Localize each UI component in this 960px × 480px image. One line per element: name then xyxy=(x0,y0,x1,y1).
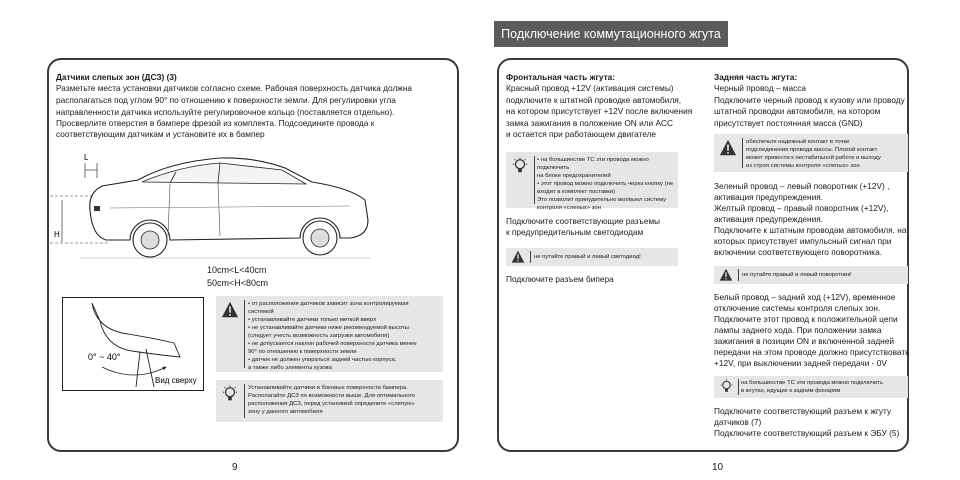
reverse-line: Подключите этот провод к положительной цепи xyxy=(714,314,898,324)
turn-line: которых присутствует импульсный сигнал при xyxy=(714,236,892,246)
reverse-line: лампы заднего хода. При положении замка xyxy=(714,325,882,335)
ground-line: Черный провод – масса xyxy=(714,83,807,93)
lightbulb-icon xyxy=(511,157,529,175)
tip-line: контроля «слепых» зон xyxy=(537,205,601,211)
tip-line: Располагайте ДСЗ по возможности выше. Для оптимального xyxy=(248,393,415,399)
front-line: подключите к штатной проводке автомобиля, xyxy=(506,95,682,105)
angle-label: 0° ~ 40° xyxy=(88,352,121,362)
buzzer-text: Подключите разъем бипера xyxy=(506,274,614,284)
led-warning-note xyxy=(506,248,678,266)
tip-line: на большинстве ТС эти провода можно подключить xyxy=(741,380,884,386)
led-warning-text: не путайте правый и левый светодиод! xyxy=(534,254,641,260)
ground-warning-line: обеспечьте надежный контакт в точке xyxy=(746,139,850,145)
left-heading: Датчики слепых зон (ДСЗ) (3) xyxy=(56,72,177,82)
front-line: замка зажигания в положение ON или ACC xyxy=(506,118,674,128)
intro-line: Разметьте места установки датчиков согласно схеме. Рабочая поверхность датчика должна xyxy=(56,83,413,93)
tip-line: расположения ДСЗ, перед установкой определите «слепую» xyxy=(248,401,415,407)
intro-line: Просверлите отверстия в бампере фрезой из комплекта. Подсоедините провода к xyxy=(56,118,375,128)
tip-line: Это позволит принудительно вкл/выкл систему xyxy=(537,197,667,203)
reverse-line: Белый провод – задний ход (+12V), временное xyxy=(714,292,896,302)
front-tip-note xyxy=(506,152,678,211)
warning-item: • устанавливайте датчики только меткой вверх xyxy=(248,317,377,323)
reverse-line: зажигания в позиции ON и включенной задней xyxy=(714,336,895,346)
warning-item: • не устанавливайте датчики ниже рекомендуемой высоты xyxy=(248,325,409,331)
warning-icon xyxy=(221,301,239,319)
intro-line: соответствующим датчикам и установите их в бампер xyxy=(56,129,265,139)
range-h: 50cm<H<80cm xyxy=(207,278,269,288)
section-header: Подключение коммутационного жгута xyxy=(494,21,728,47)
warning-item: 90° по отношению к поверхности земли xyxy=(248,349,357,355)
ground-line: Подключите черный провод к кузову или проводу xyxy=(714,95,905,105)
ground-line: присутствует постоянная масса (GND) xyxy=(714,118,863,128)
warning-icon xyxy=(719,139,737,157)
tip-line: Устанавливайте датчики в боковые поверхности бампера. xyxy=(248,385,408,391)
warning-item: • датчик не должен упираться задней частью корпуса, xyxy=(248,357,397,363)
warning-icon xyxy=(511,250,525,264)
warning-icon xyxy=(719,268,733,282)
front-line: на котором присутствует +12V после включения xyxy=(506,106,693,116)
rear-heading: Задняя часть жгута: xyxy=(714,72,798,82)
turn-warning-note xyxy=(714,266,908,284)
tip-line: • на большинстве ТС эти провода можно подключить xyxy=(537,157,649,171)
ground-warning-note xyxy=(714,134,908,172)
note-divider xyxy=(244,300,245,368)
page-number-right: 10 xyxy=(712,462,724,473)
car-side-diagram xyxy=(50,148,380,273)
intro-line: направленности датчика используйте регулировочное кольцо (поставляется отдельно). xyxy=(56,107,395,117)
label-h: H xyxy=(54,230,60,239)
note-divider xyxy=(530,251,531,263)
front-line: Красный провод +12V (активация системы) xyxy=(506,83,674,93)
turn-line: Подключите к штатным проводам автомобиля, на xyxy=(714,225,907,235)
ground-warning-line: из строя системы контроля «слепых» зон xyxy=(746,163,860,169)
turn-line: активация предупреждения. xyxy=(714,192,824,202)
warning-item: • не допускается наклон рабочей поверхности датчика менее xyxy=(248,341,417,347)
final-line: Подключите соответствующий разъем к ЭБУ (5) xyxy=(714,428,900,438)
connect-led-line: Подключите соответствующие разъемы xyxy=(506,216,661,226)
page-number-left: 9 xyxy=(232,462,238,473)
note-divider xyxy=(738,269,739,281)
reverse-line: отключение системы контроля слепых зон. xyxy=(714,303,881,313)
warning-item: • от расположения датчиков зависит зона контролируемая xyxy=(248,301,409,307)
final-line: Подключите соответствующий разъем к жгуту xyxy=(714,406,892,416)
turn-line: активация предупреждения. xyxy=(714,214,824,224)
tip-line: входит в комплект поставки) xyxy=(537,189,616,195)
sensor-tip-note xyxy=(216,380,443,422)
connect-led-line: к предупредительным светодиодам xyxy=(506,227,644,237)
tip-line: в жгутах, идущих к задним фонарям xyxy=(741,388,841,394)
sensor-warning-note xyxy=(216,296,443,372)
note-divider xyxy=(244,384,245,418)
ground-line: штатной проводки автомобиля, на котором xyxy=(714,106,881,116)
top-view-diagram xyxy=(62,297,204,391)
warning-item: системой xyxy=(248,309,274,315)
reverse-tip-note xyxy=(714,376,908,398)
ground-warning-line: может привести к нестабильной работе и выходу xyxy=(746,155,881,161)
tip-line: на блоке предохранителей xyxy=(537,173,611,179)
note-divider xyxy=(742,138,743,168)
warning-item: (следует учесть возможность загрузки автомобиля) xyxy=(248,333,390,339)
top-view-label: Вид сверху xyxy=(155,376,197,385)
reverse-line: +12V, при выключении задней передачи - 0V xyxy=(714,358,887,368)
front-line: и остается при работающем двигателе xyxy=(506,129,657,139)
turn-line: Желтый провод – правый поворотник (+12V), xyxy=(714,203,889,213)
lightbulb-icon xyxy=(221,385,239,403)
lightbulb-icon xyxy=(719,379,734,394)
ground-warning-line: подсоединения провода массы. Плохой контакт xyxy=(746,147,878,153)
label-l: L xyxy=(84,153,89,162)
front-heading: Фронтальная часть жгута: xyxy=(506,72,616,82)
tip-line: зону у данного автомобиля xyxy=(248,409,323,415)
final-line: датчиков (7) xyxy=(714,417,762,427)
reverse-line: передачи на этом проводе должно присутствовать xyxy=(714,347,910,357)
warning-item: а также либо элементы кузова xyxy=(248,365,332,371)
turn-warning-text: не путайте правый и левый поворотник! xyxy=(742,272,852,278)
intro-line: располагаться под углом 90° по отношению к поверхности земли. Для регулировки угла xyxy=(56,95,396,105)
note-divider xyxy=(738,379,739,395)
turn-line: включении соответствующего поворотника. xyxy=(714,247,883,257)
tip-line: • этот провод можно подключить через кнопку (не xyxy=(537,181,674,187)
note-divider xyxy=(534,156,535,204)
range-l: 10cm<L<40cm xyxy=(207,265,267,275)
turn-line: Зеленый провод – левый поворотник (+12V) , xyxy=(714,181,890,191)
